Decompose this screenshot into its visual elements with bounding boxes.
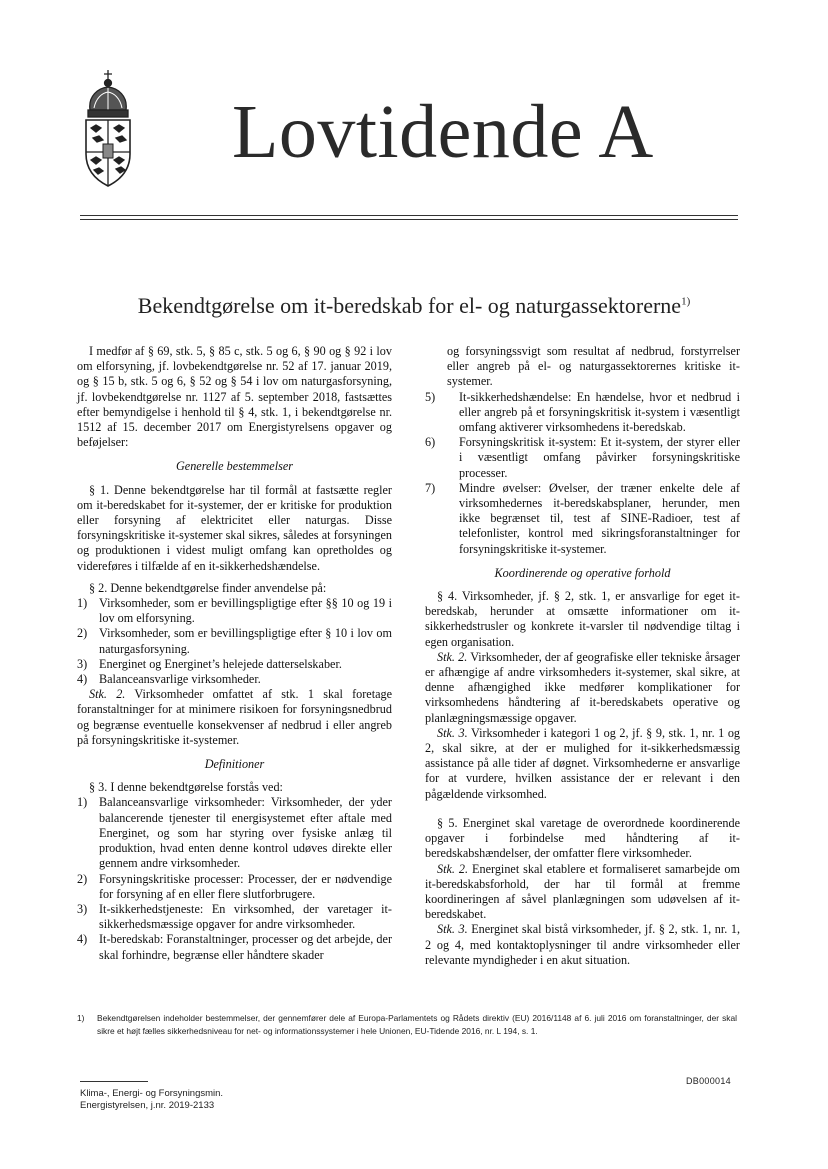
list-item [77,626,392,656]
stk-label: Stk. 3. [437,922,468,937]
list-item-continuation: og forsyningssvigt som resultat af nedbrud, forstyrrelser eller angreb på el- og naturgassektorernes kritiske it-systemer. [447,344,740,389]
list-item-number: 2) [77,626,88,641]
masthead-title: Lovtidende A [232,90,654,174]
section-heading-coordination: Koordinerende og operative forhold [494,565,671,580]
list-item-text: Balanceansvarlige virksomheder. [99,672,261,687]
paragraph-s4-stk3 [425,726,740,802]
stk-label: Stk. 3. [437,725,468,740]
list-item-number: 1) [77,795,88,810]
left-column [77,344,392,963]
stk-text: Energinet skal etablere et formaliseret samarbejde om it-beredskabsforhold, der har til formål at fremme koordineringen af såvel planlægningen som udøvelsen af it-beredskabet. [425,861,741,922]
list-item [77,932,392,962]
list-item-number: 4) [77,932,88,947]
list-item [77,872,392,902]
header-rule [80,215,738,216]
title-footnote-mark: 1) [681,295,691,308]
list-item-text: Energinet og Energinet’s helejede datterselskaber. [99,656,342,671]
stk-label: Stk. 2. [437,649,468,664]
header-rule-second [80,219,738,220]
paragraph-s2-stk2 [77,687,392,748]
list-item-number: 7) [425,480,436,495]
list-item-text: Forsyningskritiske processer: Processer, der er nødvendige for forsyning af en eller flere slutforbrugere. [99,871,392,901]
document-title [0,293,828,319]
section-heading-general: Generelle bestemmelser [176,459,293,474]
list-item [425,435,740,481]
list-item-number: 4) [77,672,88,687]
list-item-text: Virksomheder, som er bevillingspligtige efter § 10 i lov om naturgasforsyning. [99,626,392,656]
paragraph-s5-stk2 [425,862,740,923]
list-item-text: Mindre øvelser: Øvelser, der træner enkelte dele af virksomhedernes it-beredskabsplaner, herunder, men ikke begrænset til, test af SINE-Radioer, test af telefonlister, kontrol med sikringsforanstaltninger for forsyningskritiske it-systemer. [459,480,740,556]
list-item-text: Virksomheder, som er bevillingspligtige efter §§ 10 og 19 i lov om elforsyning. [99,596,392,626]
stk-label: Stk. 2. [89,687,126,702]
paragraph-s3-intro: § 3. I denne bekendtgørelse forstås ved: [89,780,283,795]
list-item-text: Balanceansvarlige virksomheder: Virksomheder, der yder balancerende tjenester til energisystemet efter aftale med Energinet, og som har styring over fysiske anlæg til produktion, hvad enten denne kontrol udøves direkte eller gennem andre virksomheder. [99,795,392,871]
footnote [77,1012,737,1038]
document-number: DB000014 [686,1076,731,1086]
paragraph-s5-stk3 [425,922,740,968]
paragraph-s1: § 1. Denne bekendtgørelse har til formål at fastsætte regler om it-beredskabet for it-systemer, der er kritiske for produktion eller forsyning af elektricitet eller naturgas. Disse forsyningskritiske it-systemer skal sikres, således at forsyningen og produktionen i videst muligt omfang kan opretholdes og videreføres i tilfælde af en it-sikkerhedshændelse. [77,482,392,573]
list-item-text: It-beredskab: Foranstaltninger, processer og det arbejde, der skal forhindre, begrænse eller håndtere skader [99,932,392,962]
list-item-text: It-sikkerhedshændelse: En hændelse, hvor et nedbrud i eller angreb på et forsyningskritisk it-system i væsentligt omfang aktiverer virksomhedens it-beredskab. [459,389,740,435]
list-item-number: 6) [425,435,436,450]
list-item [77,902,392,932]
footer-ministry: Klima-, Energi- og Forsyningsmin. [80,1088,224,1099]
list-item [425,390,740,436]
list-item-number: 3) [77,901,88,916]
list-item-number: 2) [77,871,88,886]
document-title-text: Bekendtgørelse om it-beredskab for el- og naturgassektorerne [137,293,682,318]
list-item-text: Forsyningskritisk it-system: Et it-system, der styrer eller i væsentligt omfang påvirker forsyningskritiske processer. [459,435,740,480]
paragraph-s4-stk2 [425,650,740,726]
list-item [77,596,392,626]
right-column [425,344,740,968]
stk-label: Stk. 2. [437,861,469,876]
paragraph-s4: § 4. Virksomheder, jf. § 2, stk. 1, er ansvarlige for eget it-beredskab, herunder at omsætte informationer om it-sikkerhedstrusler og konkrete it-varsler til nødvendige tiltag i egen organisation. [425,589,740,649]
list-item-number: 1) [77,596,88,611]
list-item [77,672,392,687]
list-item [77,657,392,672]
list-item-number: 3) [77,656,88,671]
stk-text: Virksomheder i kategori 1 og 2, jf. § 9, stk. 1, nr. 1 og 2, skal sikre, at der er mulighed for it-sikkerhedsmæssig assistance på alle tider af døgnet. Virksomhederne er ansvarlige for at vurdere, hvilken assistance der er relevant i den pågældende virksomhed. [425,725,741,801]
footer-rule [80,1081,148,1082]
list-item-number: 5) [425,389,436,404]
stk-text: Virksomheder omfattet af stk. 1 skal foretage foranstaltninger for at minimere risikoen for forsyningsnedbrud og begrænse eventuelle konsekvenser af nedbrud i eller angreb på forsyningskritiske it-systemer. [77,687,393,747]
footnote-mark: 1) [77,1013,85,1023]
list-item [77,795,392,871]
list-item-text: It-sikkerhedstjeneste: En virksomhed, der varetager it-sikkerhedsmæssige opgaver for andre virksomheder. [99,901,392,932]
stk-text: Energinet skal bistå virksomheder, jf. § 2, stk. 1, nr. 1, 2 og 4, med kontaktoplysninger til andre virksomheder eller relevante myndigheder i en akut situation. [425,922,740,967]
footer-info [80,1088,223,1112]
footer-agency: Energistyrelsen, j.nr. 2019-2133 [80,1100,215,1111]
list-item [425,481,740,557]
paragraph-s5: § 5. Energinet skal varetage de overordnede koordinerende opgaver i forbindelse med håndtering af it-beredskabshændelser, der omfatter flere virksomheder. [425,815,740,861]
footnote-text: Bekendtgørelsen indeholder bestemmelser, der gennemfører dele af Europa-Parlamentets og Rådets direktiv (EU) 2016/1148 af 6. juli 2016 om foranstaltninger, der skal sikre et højt fælles sikkerhedsniveau for net- og informationssystemer i hele Unionen, EU-Tidende 2016, nr. L 194, s. 1. [97,1013,737,1036]
stk-text: Virksomheder, der af geografiske eller tekniske årsager er afhængige af andre virksomheders it-systemer, skal sikre, at denne afhængighed ikke medfører komplikationer for virksomhedens håndtering af it-beredskabets operative og planlægningsmæssige opgaver. [425,649,741,725]
section-heading-definitions: Definitioner [204,757,265,772]
paragraph-s2-intro: § 2. Denne bekendtgørelse finder anvendelse på: [89,580,327,595]
royal-coat-of-arms-icon [80,68,136,200]
intro-paragraph: I medfør af § 69, stk. 5, § 85 c, stk. 5 og 6, § 90 og § 92 i lov om elforsyning, jf. lovbekendtgørelse nr. 52 af 17. januar 2019, og § 15 b, stk. 5 og 6, § 52 og § 54 i lov om naturgasforsyning, jf. lovbekendtgørelse nr. 1127 af 5. september 2018, fastsættes efter bemyndigelse i henhold til § 4, stk. 1, i bekendtgørelse nr. 1512 af 15. december 2017 om Energistyrelsens opgaver og beføjelser: [77,344,392,450]
